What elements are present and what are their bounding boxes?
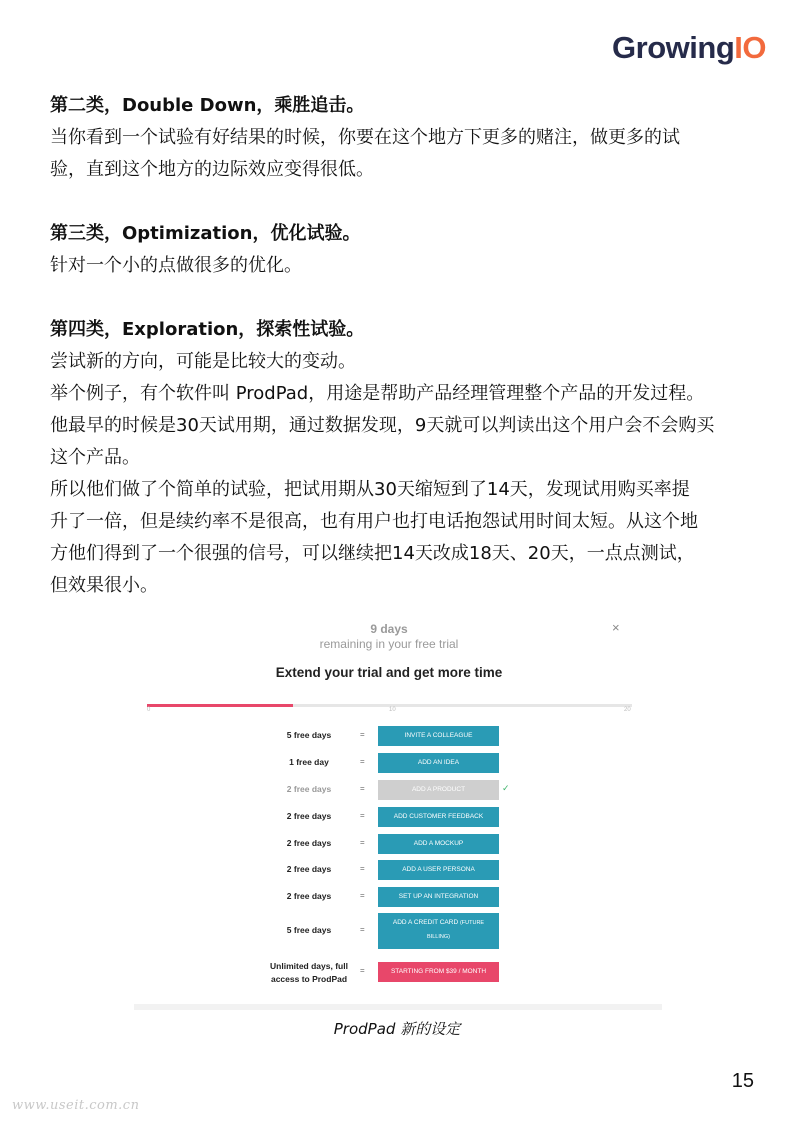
trial-remaining-caption: remaining in your free trial: [319, 637, 459, 651]
section-heading-optimization: 第三类，Optimization，优化试验。: [50, 223, 361, 244]
equals-sign: =: [360, 864, 365, 873]
paragraph-line: 所以他们做了个简单的试验，把试用期从30天缩短到了14天，发现试用购买率提: [50, 479, 690, 500]
paragraph-line: 方他们得到了一个很强的信号，可以继续把14天改成18天、20天，一点点测试，: [50, 543, 695, 564]
paragraph-line: 尝试新的方向，可能是比较大的变动。: [50, 351, 356, 372]
paragraph-line: 验，直到这个地方的边际效应变得很低。: [50, 159, 374, 180]
add-credit-card-button[interactable]: [378, 913, 499, 949]
paragraph-line: 但效果很小。: [50, 575, 158, 596]
equals-sign: =: [360, 730, 365, 739]
checkmark-icon: ✓: [502, 783, 510, 793]
add-customer-feedback-button[interactable]: ADD CUSTOMER FEEDBACK: [378, 807, 499, 827]
progress-tick-start: 0: [147, 707, 151, 713]
spacer: [50, 282, 770, 314]
paragraph-line: 他最早的时候是30天试用期，通过数据发现，9天就可以判读出这个用户会不会购买: [50, 415, 715, 436]
paragraph-line: 升了一倍，但是续约率不是很高，也有用户也打电话抱怨试用时间太短。从这个地: [50, 511, 698, 532]
watermark: www.useit.com.cn: [12, 1098, 140, 1113]
equals-sign: =: [360, 757, 365, 766]
add-user-persona-button[interactable]: ADD A USER PERSONA: [378, 860, 499, 880]
reward-days-label: 2 free days: [286, 864, 332, 874]
growingio-logo: [612, 30, 766, 66]
reward-days-label: 5 free days: [286, 925, 332, 935]
button-label-small: BILLING): [427, 934, 450, 940]
logo-main-text: Growing: [612, 30, 735, 65]
button-label-small: (FUTURE: [459, 920, 485, 926]
figure-caption: ProdPad 新的设定: [333, 1020, 461, 1038]
reward-days-label: 2 free days: [286, 811, 332, 821]
extend-trial-title: Extend your trial and get more time: [275, 665, 503, 680]
equals-sign: =: [360, 891, 365, 900]
subscribe-button[interactable]: STARTING FROM $39 / MONTH: [378, 962, 499, 982]
paragraph-line: 举个例子，有个软件叫 ProdPad，用途是帮助产品经理管理整个产品的开发过程。: [50, 383, 705, 404]
add-product-button[interactable]: ADD A PRODUCT: [378, 780, 499, 800]
logo-accent-text: IO: [734, 30, 766, 65]
progress-tick-mid: 10: [389, 707, 396, 713]
equals-sign: =: [360, 811, 365, 820]
paragraph-line: 这个产品。: [50, 447, 140, 468]
equals-sign: =: [360, 838, 365, 847]
set-up-integration-button[interactable]: SET UP AN INTEGRATION: [378, 887, 499, 907]
paragraph-line: 当你看到一个试验有好结果的时候，你要在这个地方下更多的赌注，做更多的试: [50, 127, 680, 148]
reward-days-label: 2 free days: [286, 891, 332, 901]
trial-progress-fill: [147, 704, 293, 707]
invite-colleague-button[interactable]: INVITE A COLLEAGUE: [378, 726, 499, 746]
unlimited-access-label: [254, 960, 364, 986]
section-heading-double-down: 第二类，Double Down，乘胜追击。: [50, 95, 365, 116]
equals-sign: =: [360, 784, 365, 793]
label-line: Unlimited days, full: [270, 961, 348, 971]
reward-days-label: 2 free days: [286, 838, 332, 848]
equals-sign: =: [360, 966, 365, 975]
close-icon[interactable]: ×: [612, 620, 620, 635]
label-line: access to ProdPad: [270, 974, 348, 984]
reward-days-label: 1 free day: [289, 757, 329, 767]
reward-days-label: 2 free days: [286, 784, 332, 794]
article-body: [50, 90, 770, 602]
prodpad-trial-screenshot: [134, 612, 662, 1010]
spacer: [50, 186, 770, 218]
trial-days-remaining: 9 days: [370, 622, 408, 636]
equals-sign: =: [360, 925, 365, 934]
add-mockup-button[interactable]: ADD A MOCKUP: [378, 834, 499, 854]
progress-tick-end: 20: [624, 707, 631, 713]
page-number: 15: [731, 1070, 754, 1092]
add-idea-button[interactable]: ADD AN IDEA: [378, 753, 499, 773]
section-heading-exploration: 第四类，Exploration，探索性试验。: [50, 319, 365, 340]
paragraph-line: 针对一个小的点做很多的优化。: [50, 255, 302, 276]
button-label: ADD A CREDIT CARD: [392, 919, 459, 926]
reward-days-label: 5 free days: [286, 730, 332, 740]
